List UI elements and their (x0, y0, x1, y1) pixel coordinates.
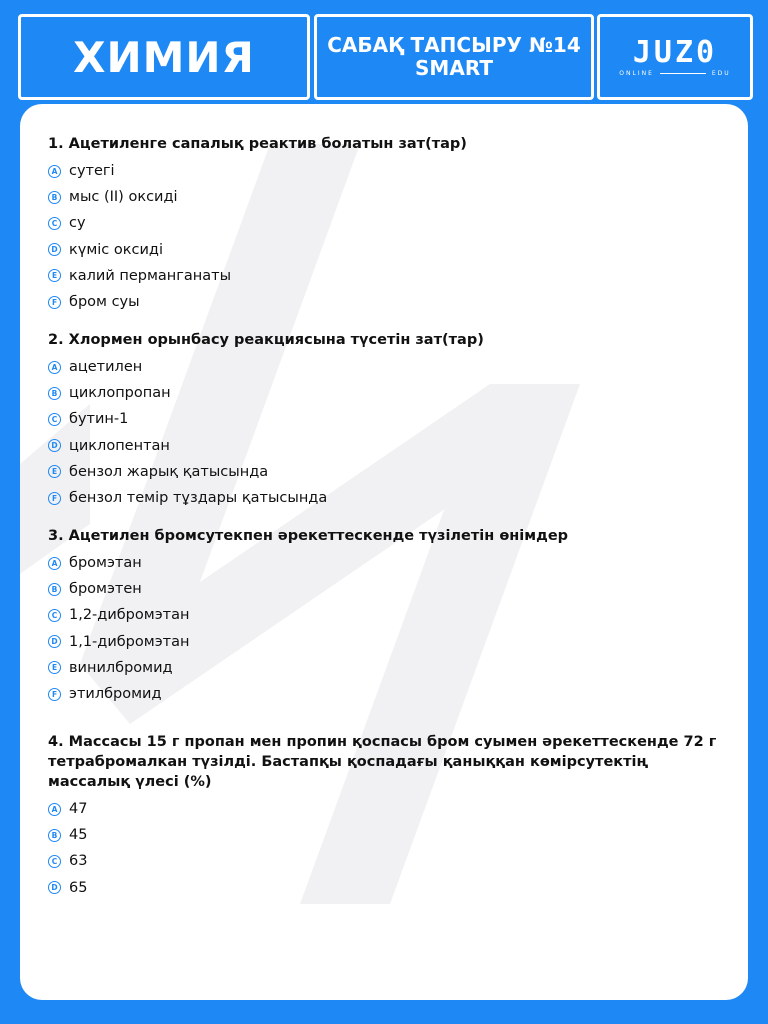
option-letter-badge: F (48, 296, 61, 309)
logo-divider (660, 73, 706, 74)
option-letter-badge: F (48, 688, 61, 701)
logo-tagline-left: ONLINE (619, 69, 654, 77)
option-text: циклопропан (69, 385, 171, 402)
option-letter-badge: C (48, 413, 61, 426)
option-letter-badge: B (48, 829, 61, 842)
option-text: 63 (69, 853, 88, 870)
question-title (48, 330, 728, 350)
question-text: Ацетиленге сапалық реактив болатын зат(тар) (68, 136, 467, 152)
logo-tagline-right: EDU (711, 69, 731, 77)
option-c[interactable] (48, 848, 728, 874)
question-text: Ацетилен бромсутекпен әрекеттескенде түзілетін өнімдер (68, 528, 569, 544)
question-1 (48, 134, 728, 315)
option-f[interactable] (48, 289, 728, 315)
option-text: бензол темір тұздары қатысында (69, 490, 328, 507)
option-text: күміс оксиді (69, 241, 163, 258)
brand-logo (597, 14, 753, 100)
option-letter-badge: C (48, 609, 61, 622)
option-text: циклопентан (69, 437, 170, 454)
option-text: 1,2-дибромэтан (69, 607, 190, 624)
option-text: 65 (69, 879, 88, 896)
option-letter-badge: F (48, 492, 61, 505)
lesson-title-line2: SMART (415, 56, 493, 80)
option-text: 47 (69, 801, 88, 818)
option-d[interactable] (48, 629, 728, 655)
option-letter-badge: D (48, 243, 61, 256)
option-letter-badge: B (48, 387, 61, 400)
question-number: 3. (48, 528, 64, 544)
option-letter-badge: A (48, 165, 61, 178)
lesson-title (314, 14, 594, 100)
option-e[interactable] (48, 263, 728, 289)
option-d[interactable] (48, 433, 728, 459)
option-text: бромэтан (69, 555, 142, 572)
option-d[interactable] (48, 875, 728, 901)
option-text: винилбромид (69, 659, 173, 676)
option-letter-badge: A (48, 803, 61, 816)
subject-title-text: ХИМИЯ (73, 32, 255, 82)
option-a[interactable] (48, 158, 728, 184)
option-letter-badge: E (48, 661, 61, 674)
option-letter-badge: B (48, 191, 61, 204)
question-number: 1. (48, 136, 64, 152)
question-number: 2. (48, 332, 64, 348)
lesson-title-line1: САБАҚ ТАПСЫРУ №14 (327, 33, 581, 57)
option-letter-badge: D (48, 635, 61, 648)
question-text: Хлормен орынбасу реакциясына түсетін зат(тар) (68, 332, 484, 348)
option-text: бромэтен (69, 581, 142, 598)
option-text: этилбромид (69, 686, 162, 703)
option-a[interactable] (48, 550, 728, 576)
option-text: бром суы (69, 294, 140, 311)
question-3 (48, 526, 728, 707)
option-text: бензол жарық қатысында (69, 463, 269, 480)
content-card (20, 104, 748, 1000)
option-text: сутегі (69, 163, 115, 180)
question-2 (48, 330, 728, 511)
option-a[interactable] (48, 796, 728, 822)
option-c[interactable] (48, 602, 728, 628)
option-text: мыс (II) оксиді (69, 189, 178, 206)
option-letter-badge: C (48, 855, 61, 868)
question-number: 4. (48, 734, 64, 750)
option-f[interactable] (48, 485, 728, 511)
option-e[interactable] (48, 459, 728, 485)
option-letter-badge: B (48, 583, 61, 596)
option-d[interactable] (48, 237, 728, 263)
option-letter-badge: D (48, 881, 61, 894)
option-text: су (69, 215, 86, 232)
option-text: 1,1-дибромэтан (69, 633, 190, 650)
option-text: ацетилен (69, 359, 143, 376)
option-letter-badge: E (48, 465, 61, 478)
option-b[interactable] (48, 822, 728, 848)
option-f[interactable] (48, 681, 728, 707)
logo-tagline (619, 70, 730, 77)
option-letter-badge: A (48, 557, 61, 570)
option-c[interactable] (48, 406, 728, 432)
option-b[interactable] (48, 380, 728, 406)
option-e[interactable] (48, 655, 728, 681)
subject-title (18, 14, 310, 100)
logo-wordmark: JUZ0 (632, 34, 718, 70)
option-text: 45 (69, 827, 88, 844)
option-b[interactable] (48, 576, 728, 602)
option-letter-badge: A (48, 361, 61, 374)
option-text: бутин-1 (69, 411, 129, 428)
question-4 (48, 732, 728, 901)
question-title (48, 526, 728, 546)
option-letter-badge: D (48, 439, 61, 452)
option-b[interactable] (48, 184, 728, 210)
question-title (48, 732, 728, 792)
option-letter-badge: C (48, 217, 61, 230)
header (0, 0, 768, 104)
option-a[interactable] (48, 354, 728, 380)
option-letter-badge: E (48, 269, 61, 282)
question-text: Массасы 15 г пропан мен пропин қоспасы бром суымен әрекеттескенде 72 г тетрабромалкан түзілді. Бастапқы қоспадағы қаныққан көмірсутектің массалық үлесі (%) (48, 734, 717, 790)
option-c[interactable] (48, 210, 728, 236)
option-text: калий перманганаты (69, 267, 232, 284)
question-title (48, 134, 728, 154)
